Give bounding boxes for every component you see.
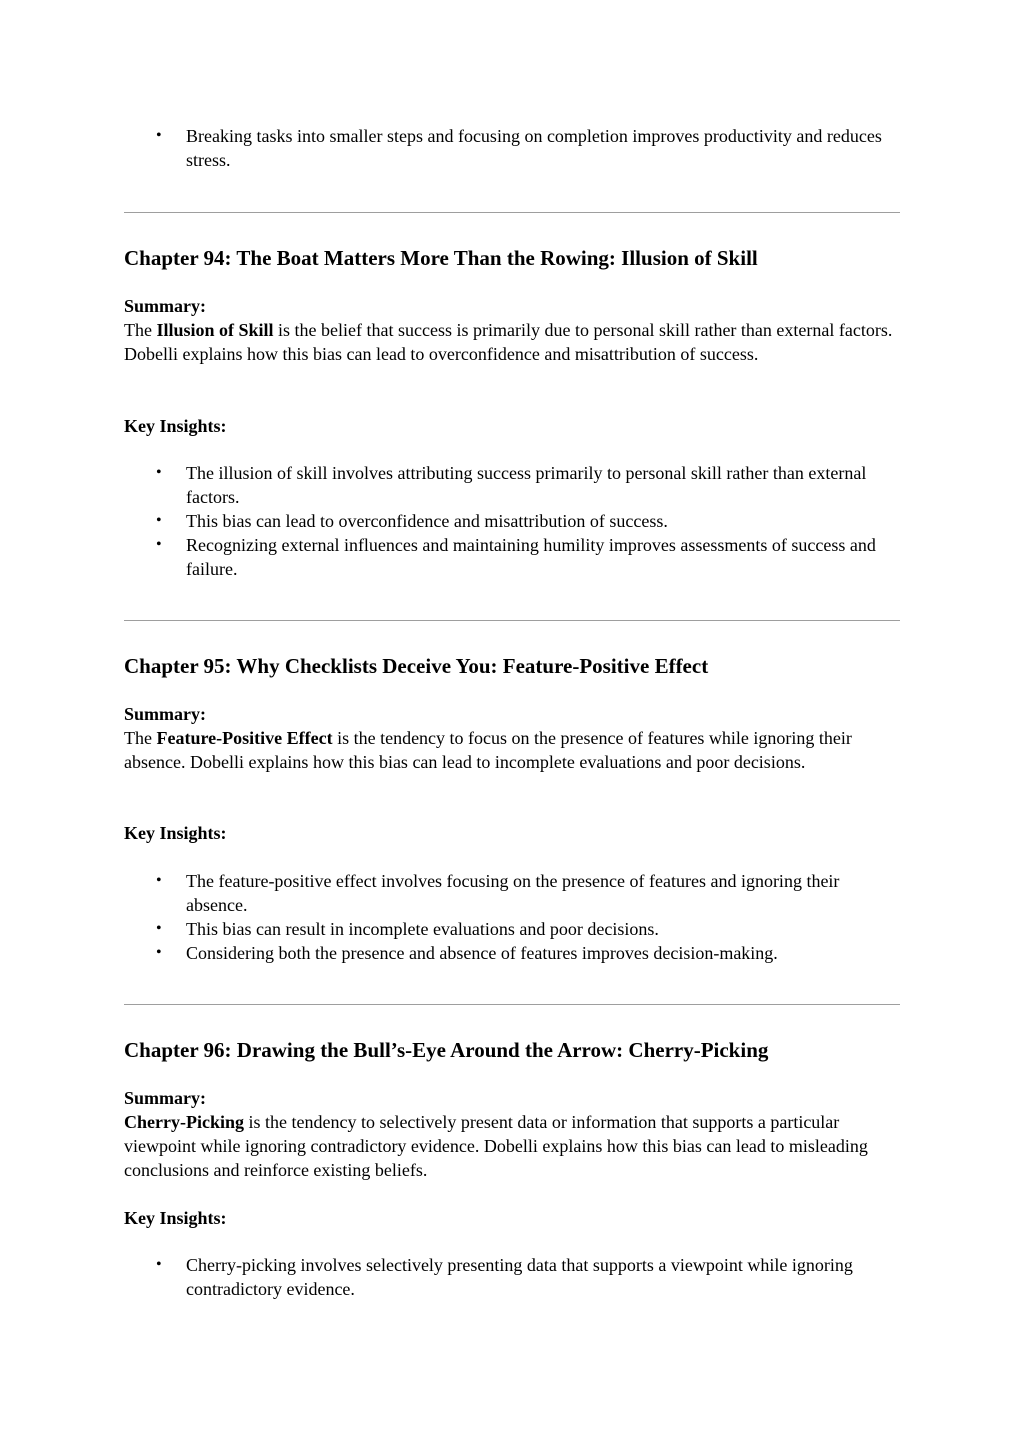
list-item: • The illusion of skill involves attributing success primarily to personal skill rather than external factors.	[124, 461, 900, 509]
summary-label: Summary:	[124, 704, 206, 724]
summary-body: is the belief that success is primarily due to personal skill rather than external factors. Dobelli explains how this bias can lead to overconfidence and misattribution of success.	[124, 320, 893, 364]
section-divider	[124, 620, 900, 621]
list-item: • Recognizing external influences and maintaining humility improves assessments of success and failure.	[124, 533, 900, 581]
summary-text	[124, 1110, 900, 1182]
summary-body: is the tendency to selectively present data or information that supports a particular viewpoint while ignoring contradictory evidence. Dobelli explains how this bias can lead to misleading conclusions and reinforce existing beliefs.	[124, 1112, 868, 1180]
key-insights-list	[124, 1253, 900, 1301]
section-divider	[124, 1004, 900, 1005]
section-divider	[124, 212, 900, 213]
list-item: • The feature-positive effect involves focusing on the presence of features and ignoring their absence.	[124, 869, 900, 917]
intro-insights-list	[124, 124, 900, 172]
list-item: • Cherry-picking involves selectively presenting data that supports a viewpoint while ignoring contradictory evidence.	[124, 1253, 900, 1301]
key-insights-list	[124, 869, 900, 965]
summary-label: Summary:	[124, 296, 206, 316]
list-item: • Breaking tasks into smaller steps and focusing on completion improves productivity and reduces stress.	[124, 124, 900, 172]
key-insights-list	[124, 461, 900, 581]
list-item: • This bias can result in incomplete evaluations and poor decisions.	[124, 917, 900, 941]
list-item: • Considering both the presence and absence of features improves decision-making.	[124, 941, 900, 965]
key-insights-label: Key Insights:	[124, 823, 227, 843]
chapter-title: Chapter 94: The Boat Matters More Than the Rowing: Illusion of Skill	[124, 246, 758, 270]
summary-text	[124, 726, 900, 774]
summary-term: Cherry-Picking	[124, 1112, 244, 1132]
summary-term: Feature-Positive Effect	[156, 728, 333, 748]
key-insights-label: Key Insights:	[124, 1208, 227, 1228]
summary-text	[124, 318, 900, 366]
summary-prefix: The	[124, 728, 157, 748]
summary-label: Summary:	[124, 1088, 206, 1108]
chapter-title: Chapter 95: Why Checklists Deceive You: Feature-Positive Effect	[124, 654, 709, 678]
summary-body: is the tendency to focus on the presence of features while ignoring their absence. Dobelli explains how this bias can lead to incomplete evaluations and poor decisions.	[124, 728, 852, 772]
list-item: • This bias can lead to overconfidence and misattribution of success.	[124, 509, 900, 533]
summary-term: Illusion of Skill	[156, 320, 274, 340]
summary-prefix: The	[124, 320, 157, 340]
key-insights-label: Key Insights:	[124, 416, 227, 436]
chapter-title: Chapter 96: Drawing the Bull’s-Eye Around the Arrow: Cherry-Picking	[124, 1038, 769, 1062]
